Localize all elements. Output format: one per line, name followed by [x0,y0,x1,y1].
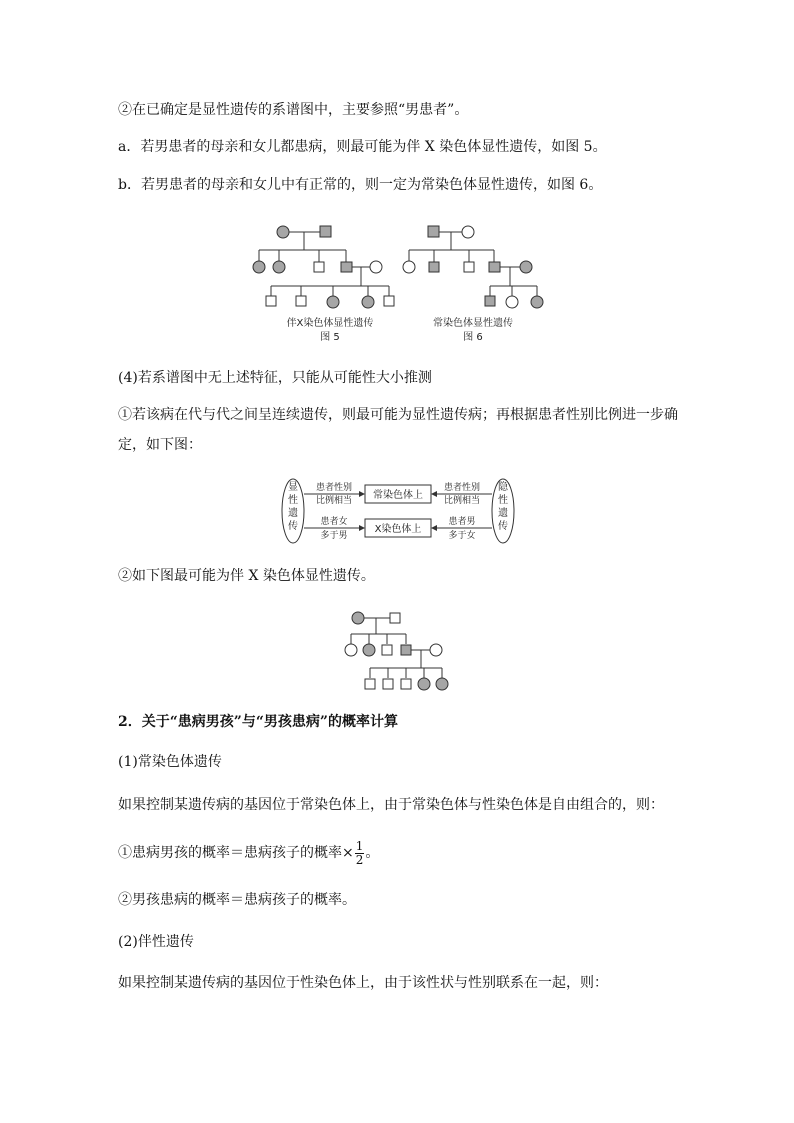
top-right-label-upper: 患者性别 [443,483,481,493]
paragraph-sex-linked-rule: 如果控制某遗传病的基因位于性染色体上，由于该性状与性别联系在一起，则： [118,975,608,991]
right-char: 性 [498,495,508,506]
inheritance-flow-diagram [278,476,518,546]
bottom-left-label-upper: 患者女 [320,517,348,527]
left-char: 显 [288,482,298,493]
right-char: 隐 [498,482,508,493]
pedigree-x-dominant-example [336,608,456,694]
figure-6-caption-title: 常染色体显性遗传 [433,318,513,329]
figure-5-caption-title: 伴X染色体显性遗传 [286,318,374,329]
bottom-right-label-upper: 患者男 [448,517,476,527]
paragraph-no-features: (4)若系谱图中无上述特征，只能从可能性大小推测 [118,370,432,386]
right-char: 遗 [498,508,508,519]
bottom-left-label-lower: 多于男 [320,531,348,541]
right-char: 传 [498,521,508,532]
bottom-right-label-lower: 多于女 [448,531,476,541]
paragraph-case-a: a．若男患者的母亲和女儿都患病，则最可能为伴 X 染色体显性遗传，如图 5。 [118,139,607,155]
dominant-inheritance-label [288,481,298,532]
formula-sick-boy: ①患病男孩的概率＝患病孩子的概率× $\frac{1}{2}$ 。 [118,838,380,867]
paragraph-x-dominant-example: ②如下图最可能为伴 X 染色体显性遗传。 [118,568,375,584]
paragraph-autosomal-rule: 如果控制某遗传病的基因位于常染色体上，由于常染色体与性染色体是自由组合的，则： [118,797,664,813]
pedigree-figures-5-6 [240,218,560,346]
recessive-inheritance-label [498,480,509,532]
fraction-one-half: $\frac{1}{2}$ [355,838,364,867]
subheading-sex-linked: (2)伴性遗传 [118,934,194,950]
figure-6-caption-number: 图 6 [463,332,483,343]
section-heading-probability: 2．关于“患病男孩”与“男孩患病”的概率计算 [118,714,398,730]
figure-5-caption-number: 图 5 [320,332,340,343]
x-chromosome-box: X染色体上 [374,524,422,535]
left-char: 传 [288,521,298,532]
top-right-label-lower: 比例相当 [443,496,481,506]
top-left-label-lower: 比例相当 [315,496,353,506]
top-left-label-upper: 患者性别 [315,483,353,493]
formula-sick-boy-text: ①患病男孩的概率＝患病孩子的概率× [118,845,354,861]
autosome-box: 常染色体上 [373,490,423,501]
formula-boy-sick: ②男孩患病的概率＝患病孩子的概率。 [118,892,356,908]
paragraph-male-patient-reference: ②在已确定是显性遗传的系谱图中，主要参照“男患者”。 [118,102,469,118]
paragraph-continuous-inheritance: ①若该病在代与代之间呈连续遗传，则最可能为显性遗传病；再根据患者性别比例进一步确定，如下图： [118,407,678,453]
left-char: 遗 [288,508,298,519]
left-char: 性 [288,495,298,506]
paragraph-case-b: b．若男患者的母亲和女儿中有正常的，则一定为常染色体显性遗传，如图 6。 [118,177,603,193]
subheading-autosomal: (1)常染色体遗传 [118,754,222,770]
